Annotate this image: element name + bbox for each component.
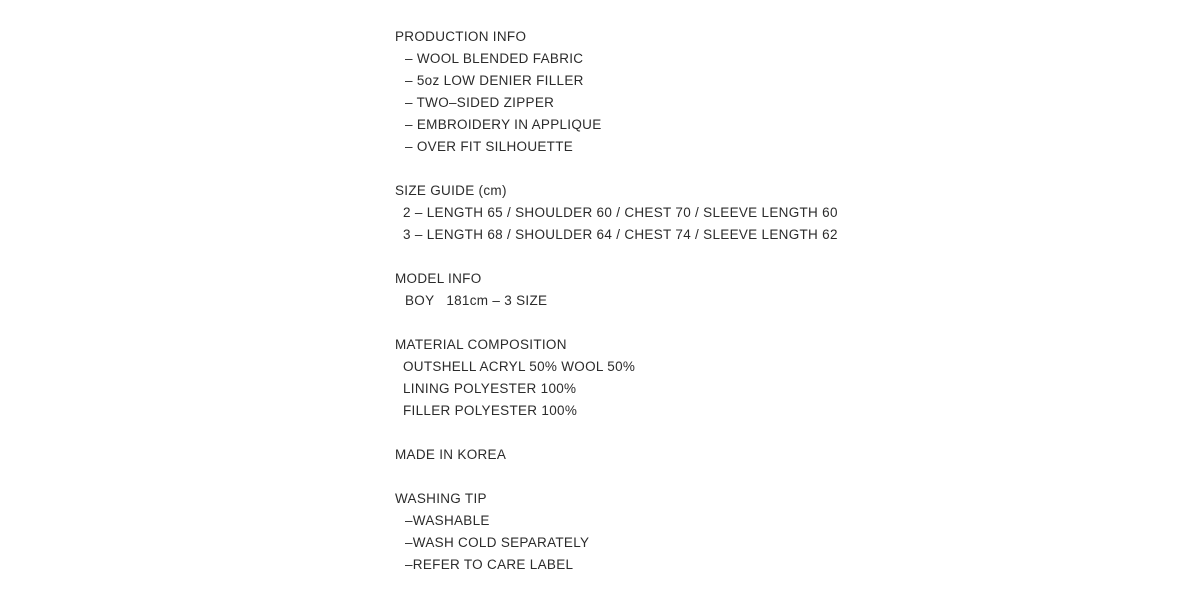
section-item: LINING POLYESTER 100% xyxy=(403,381,577,396)
section-production-info xyxy=(395,26,1095,158)
section-item: – WOOL BLENDED FABRIC xyxy=(405,51,584,66)
section-heading: MADE IN KOREA xyxy=(395,447,507,462)
section-item: 2 – LENGTH 65 / SHOULDER 60 / CHEST 70 / SLEEVE LENGTH 60 xyxy=(403,205,838,220)
section-size-guide xyxy=(395,180,1095,246)
section-item: OUTSHELL ACRYL 50% WOOL 50% xyxy=(403,359,636,374)
product-info-content xyxy=(395,26,1095,576)
section-heading: MODEL INFO xyxy=(395,271,482,286)
section-item: –REFER TO CARE LABEL xyxy=(405,557,574,572)
section-item: –WASH COLD SEPARATELY xyxy=(405,535,590,550)
section-heading: PRODUCTION INFO xyxy=(395,29,527,44)
section-item: – EMBROIDERY IN APPLIQUE xyxy=(405,117,602,132)
section-item: – OVER FIT SILHOUETTE xyxy=(405,139,574,154)
section-made-in xyxy=(395,444,1095,466)
section-material-composition xyxy=(395,334,1095,422)
section-heading: SIZE GUIDE (cm) xyxy=(395,183,507,198)
section-heading: MATERIAL COMPOSITION xyxy=(395,337,567,352)
section-heading: WASHING TIP xyxy=(395,491,487,506)
section-item: BOY 181cm – 3 SIZE xyxy=(405,293,548,308)
section-washing-tip xyxy=(395,488,1095,576)
section-item: 3 – LENGTH 68 / SHOULDER 64 / CHEST 74 / SLEEVE LENGTH 62 xyxy=(403,227,838,242)
section-item: FILLER POLYESTER 100% xyxy=(403,403,578,418)
section-item: – 5oz LOW DENIER FILLER xyxy=(405,73,584,88)
section-model-info xyxy=(395,268,1095,312)
section-item: –WASHABLE xyxy=(405,513,490,528)
section-item: – TWO–SIDED ZIPPER xyxy=(405,95,555,110)
